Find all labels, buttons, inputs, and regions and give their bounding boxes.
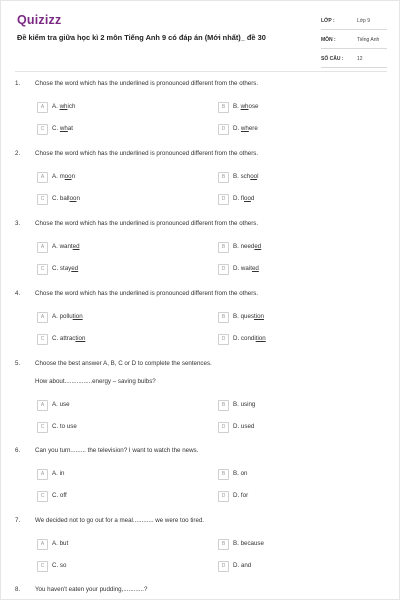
option-letter-box: C [37, 334, 48, 345]
option-text-start: use [59, 401, 70, 408]
option-text [233, 401, 255, 408]
option-text [52, 423, 77, 430]
option-letter-box: B [218, 400, 229, 411]
option-c[interactable] [37, 264, 207, 276]
option-c[interactable] [37, 124, 207, 136]
question-text: Chose the word which has the underlined is pronounced different from the others. [35, 80, 259, 87]
option-text [233, 313, 264, 320]
option-text [233, 492, 248, 499]
option-prefix: D. [233, 125, 241, 132]
option-underlined-part: tion [255, 335, 266, 342]
option-text [233, 335, 266, 342]
option-text-start: stay [59, 265, 72, 272]
question-number: 6. [15, 447, 21, 454]
option-c[interactable] [37, 334, 207, 346]
header-divider [15, 71, 387, 72]
option-underlined-part: tion [72, 313, 83, 320]
option-prefix: A. [52, 313, 60, 320]
option-letter-box: C [37, 491, 48, 502]
option-text [52, 335, 85, 342]
option-text-start: m [59, 173, 65, 180]
meta-grade-value: Lớp 9 [357, 18, 371, 24]
option-prefix: A. [52, 401, 60, 408]
option-text-start: using [240, 401, 256, 408]
option-text [233, 470, 247, 477]
option-underlined-part: wh [59, 125, 68, 132]
option-text [233, 540, 264, 547]
option-b[interactable] [218, 539, 388, 551]
option-text-start: used [240, 423, 255, 430]
option-text-start: attrac [59, 335, 76, 342]
meta-grade-label: LỚP : [321, 18, 335, 24]
option-text [52, 562, 66, 569]
option-underlined-part: wh [240, 103, 249, 110]
option-prefix: C. [52, 125, 60, 132]
option-d[interactable] [218, 491, 388, 503]
option-text-start: on [240, 470, 248, 477]
option-text [52, 265, 78, 272]
question-number: 4. [15, 290, 21, 297]
option-text [52, 492, 67, 499]
option-b[interactable] [218, 312, 388, 324]
option-letter-box: B [218, 172, 229, 183]
option-underlined-part: oo [69, 195, 77, 202]
question-number: 8. [15, 586, 21, 593]
option-text-start: sch [240, 173, 251, 180]
option-prefix: C. [52, 265, 60, 272]
option-prefix: B. [233, 313, 241, 320]
option-letter-box: C [37, 422, 48, 433]
option-text-start: because [240, 540, 264, 547]
option-prefix: C. [52, 423, 60, 430]
option-prefix: A. [52, 470, 60, 477]
option-prefix: A. [52, 243, 60, 250]
option-c[interactable] [37, 491, 207, 503]
option-a[interactable] [37, 539, 207, 551]
option-underlined-part: ed [251, 265, 259, 272]
option-text [52, 313, 83, 320]
option-d[interactable] [218, 264, 388, 276]
option-text-start: in [59, 470, 65, 477]
worksheet-title: Đề kiểm tra giữa học kì 2 môn Tiếng Anh 9 có đáp án (Mới nhất)_ đề 30 [17, 33, 266, 42]
option-text-start: to use [59, 423, 77, 430]
question-number: 7. [15, 517, 21, 524]
option-letter-box: C [37, 194, 48, 205]
option-b[interactable] [218, 400, 388, 412]
option-underlined-part: oo [64, 173, 72, 180]
option-c[interactable] [37, 422, 207, 434]
option-letter-box: D [218, 491, 229, 502]
meta-subject-label: MÔN : [321, 37, 336, 43]
option-text [233, 173, 258, 180]
option-text [233, 562, 251, 569]
option-d[interactable] [218, 334, 388, 346]
option-text [233, 103, 258, 110]
option-letter-box: D [218, 422, 229, 433]
option-text-end: ich [67, 103, 76, 110]
option-letter-box: B [218, 469, 229, 480]
option-text-start: ques [240, 313, 254, 320]
option-c[interactable] [37, 194, 207, 206]
option-letter-box: D [218, 334, 229, 345]
option-prefix: A. [52, 540, 60, 547]
option-letter-box: A [37, 469, 48, 480]
question-number: 1. [15, 80, 21, 87]
option-underlined-part: tion [75, 335, 86, 342]
question-text: Chose the word which has the underlined is pronounced different from the others. [35, 150, 259, 157]
option-underlined-part: wh [59, 103, 68, 110]
option-letter-box: D [218, 264, 229, 275]
option-text [52, 540, 68, 547]
meta-subject [321, 33, 387, 49]
option-text-start: wait [240, 265, 252, 272]
option-text-start: pollu [59, 313, 73, 320]
option-text-start: but [59, 540, 69, 547]
option-text-end: ere [248, 125, 258, 132]
option-letter-box: A [37, 172, 48, 183]
option-prefix: D. [233, 335, 241, 342]
option-a[interactable] [37, 400, 207, 412]
option-prefix: C. [52, 562, 60, 569]
question-number: 5. [15, 360, 21, 367]
question-number: 3. [15, 220, 21, 227]
option-prefix: D. [233, 562, 241, 569]
option-b[interactable] [218, 172, 388, 184]
option-a[interactable] [37, 172, 207, 184]
option-letter-box: B [218, 312, 229, 323]
option-a[interactable] [37, 469, 207, 481]
question-text: Chose the word which has the underlined is pronounced different from the others. [35, 290, 259, 297]
question-number: 2. [15, 150, 21, 157]
option-letter-box: D [218, 561, 229, 572]
option-d[interactable] [218, 124, 388, 136]
option-prefix: B. [233, 243, 241, 250]
option-letter-box: A [37, 102, 48, 113]
option-text-end: l [257, 173, 259, 180]
option-b[interactable] [218, 242, 388, 254]
option-text-start: want [59, 243, 73, 250]
option-prefix: D. [233, 265, 241, 272]
worksheet-meta [321, 14, 387, 71]
option-prefix: C. [52, 335, 60, 342]
option-letter-box: A [37, 312, 48, 323]
option-text-end: n [71, 173, 76, 180]
option-text [233, 125, 258, 132]
question-text: Choose the best answer A, B, C or D to complete the sentences. [35, 360, 212, 367]
option-letter-box: B [218, 539, 229, 550]
question-text: Chose the word which has the underlined is pronounced different from the others. [35, 220, 259, 227]
option-b[interactable] [218, 102, 388, 114]
option-a[interactable] [37, 242, 207, 254]
option-prefix: B. [233, 103, 241, 110]
meta-count [321, 52, 387, 68]
option-prefix: D. [233, 423, 241, 430]
option-underlined-part: ed [71, 265, 79, 272]
option-text [52, 401, 70, 408]
meta-count-value: 12 [357, 56, 363, 62]
option-underlined-part: oo [250, 173, 258, 180]
option-letter-box: B [218, 102, 229, 113]
option-d[interactable] [218, 194, 388, 206]
option-letter-box: C [37, 264, 48, 275]
option-text [52, 125, 73, 132]
option-letter-box: B [218, 242, 229, 253]
meta-grade [321, 14, 387, 30]
option-text-start: ball [59, 195, 70, 202]
option-underlined-part: wh [240, 125, 249, 132]
option-prefix: B. [233, 540, 241, 547]
option-text-start: and [240, 562, 252, 569]
option-letter-box: A [37, 539, 48, 550]
option-letter-box: D [218, 194, 229, 205]
option-b[interactable] [218, 469, 388, 481]
option-text-end: at [67, 125, 74, 132]
worksheet-header [1, 1, 400, 69]
option-text [233, 265, 259, 272]
option-text-end: n [76, 195, 80, 202]
option-text [233, 423, 254, 430]
option-letter-box: D [218, 124, 229, 135]
option-prefix: C. [52, 195, 60, 202]
option-prefix: A. [52, 103, 60, 110]
option-text-start: fl [240, 195, 245, 202]
option-prefix: B. [233, 470, 241, 477]
option-text [233, 195, 254, 202]
option-underlined-part: oo [244, 195, 251, 202]
option-text-start: so [59, 562, 67, 569]
option-prefix: A. [52, 173, 60, 180]
option-c[interactable] [37, 561, 207, 573]
option-text-end: d [250, 195, 255, 202]
option-text-start: need [240, 243, 255, 250]
option-letter-box: C [37, 561, 48, 572]
option-prefix: D. [233, 195, 241, 202]
quizizz-logo: Quizizz [17, 13, 62, 27]
option-prefix: B. [233, 401, 241, 408]
option-text [52, 103, 75, 110]
question-text: You haven't eaten your pudding,............? [35, 586, 148, 593]
meta-subject-value: Tiếng Anh [357, 37, 380, 43]
option-text-start: for [240, 492, 249, 499]
option-text-start: off [59, 492, 67, 499]
option-d[interactable] [218, 561, 388, 573]
option-letter-box: C [37, 124, 48, 135]
option-text [233, 243, 261, 250]
option-text [52, 195, 80, 202]
option-underlined-part: ed [72, 243, 80, 250]
meta-count-label: SỐ CÂU : [321, 56, 344, 62]
question-subtext: How about................energy – saving bulbs? [35, 378, 156, 385]
option-prefix: B. [233, 173, 241, 180]
option-underlined-part: tion [254, 313, 264, 320]
question-text: Can you turn......... the television? I want to watch the news. [35, 447, 199, 454]
option-text [52, 173, 75, 180]
option-letter-box: A [37, 242, 48, 253]
option-prefix: C. [52, 492, 60, 499]
option-a[interactable] [37, 102, 207, 114]
option-a[interactable] [37, 312, 207, 324]
option-letter-box: A [37, 400, 48, 411]
option-d[interactable] [218, 422, 388, 434]
option-text [52, 243, 80, 250]
option-text-start: condi [240, 335, 256, 342]
option-text [52, 470, 64, 477]
option-text-end: ose [248, 103, 259, 110]
question-text: We decided not to go out for a meal............ we were too tired. [35, 517, 205, 524]
option-underlined-part: ed [254, 243, 262, 250]
option-prefix: D. [233, 492, 241, 499]
